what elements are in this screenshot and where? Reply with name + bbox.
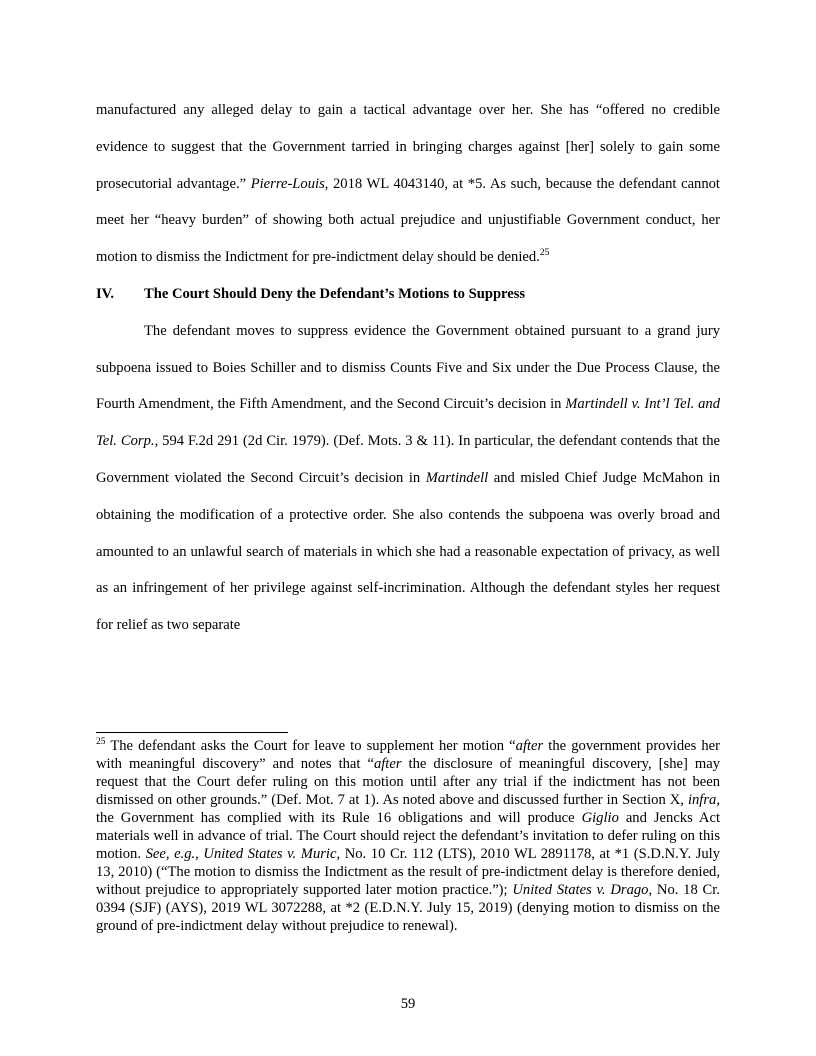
emphasis: after	[515, 738, 544, 754]
page-number: 59	[400, 996, 416, 1012]
footnote-text: and Jencks Act materials well in advance of trial. The Court should reject the defendant’s invitation to defer ruling on this motion.	[96, 810, 720, 862]
paragraph-continuation	[96, 92, 720, 276]
emphasis: infra	[687, 792, 717, 808]
footnote-reference[interactable]: 25	[539, 248, 550, 259]
paragraph-text: manufactured any alleged delay to gain a tactical advantage over her. She has “offered no credible evidence to suggest that the Government tarried in bringing charges against [her] solely to gain some prosecutorial advantage.”	[96, 102, 720, 192]
case-citation: Martindell v. Int’l Tel. and Tel. Corp.	[96, 396, 720, 450]
paragraph-text: The defendant moves to suppress evidence the Government obtained pursuant to a grand jury subpoena issued to Boies Schiller and to dismiss Counts Five and Six under the Due Process Clause, the Fourth Amendment, the Fifth Amendment, and the Second Circuit’s decision in	[96, 322, 720, 413]
body-text	[96, 92, 720, 644]
case-citation: Giglio	[581, 810, 619, 826]
case-citation: United States v. Muric	[203, 846, 337, 862]
footnote	[96, 737, 720, 935]
paragraph-text: and misled Chief Judge McMahon in obtaining the modification of a protective order. She also contends the subpoena was overly broad and amounted to an unlawful search of materials in which she had a reasonable expectation of privacy, as well as an infringement of her privilege against self-incrimination. Although the defendant styles her request for relief as two separate	[96, 469, 720, 634]
paragraph-text: , 594 F.2d 291 (2d Cir. 1979). (Def. Mots. 3 & 11). In particular, the defendant contends that the Government violated the Second Circuit’s decision in	[96, 433, 721, 486]
case-citation: Pierre-Louis	[250, 175, 325, 192]
section-number: IV.	[96, 285, 114, 302]
case-citation: United States v. Drago	[512, 882, 649, 898]
footnote-text: , No. 18 Cr. 0394 (SJF) (AYS), 2019 WL 3072288, at *2 (E.D.N.Y. July 15, 2019) (denying motion to dismiss on the ground of pre-indictment delay without prejudice to renewal).	[96, 882, 720, 934]
footnote-number: 25	[96, 737, 106, 748]
section-title: The Court Should Deny the Defendant’s Motions to Suppress	[144, 285, 526, 302]
footnote-text: ,	[195, 846, 204, 862]
section-heading	[96, 276, 720, 313]
footnote-separator	[96, 732, 288, 733]
case-citation: Martindell	[425, 469, 489, 486]
emphasis: after	[373, 756, 402, 772]
paragraph-text: , 2018 WL 4043140, at *5. As such, because the defendant cannot meet her “heavy burden” of showing both actual prejudice and unjustifiable Government conduct, her motion to dismiss the Indictment for pre-indictment delay should be denied.	[96, 175, 720, 266]
signal: See, e.g.	[145, 846, 196, 862]
footnote-text: , No. 10 Cr. 112 (LTS), 2010 WL 2891178, at *1 (S.D.N.Y. July 13, 2010) (“The motion to dismiss the Indictment as the result of pre-indictment delay is therefore denied, without prejudice to appropriately supported later motion practice.”);	[96, 846, 721, 898]
footnote-text: The defendant asks the Court for leave to supplement her motion “	[105, 738, 516, 754]
footnote-text: the government provides her with meaningful discovery” and notes that “	[96, 738, 721, 772]
paragraph	[96, 313, 720, 644]
footnote-text: , the Government has complied with its Rule 16 obligations and will produce	[96, 792, 720, 826]
footnote-text: the disclosure of meaningful discovery, [she] may request that the Court defer ruling on this motion until after any trial if the indictment has not been dismissed on other grounds.” (Def. Mot. 7 at 1). As noted above and discussed further in Section X,	[96, 756, 720, 808]
